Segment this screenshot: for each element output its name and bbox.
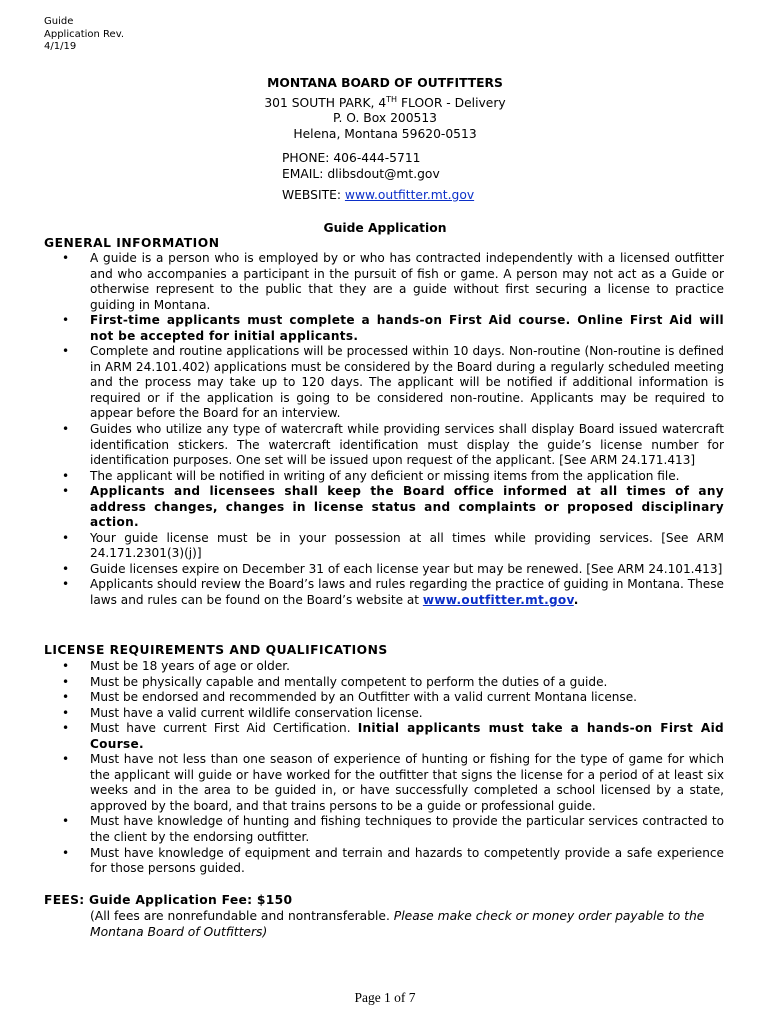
org-pobox: P. O. Box 200513 [332, 111, 438, 126]
address-floor: FLOOR - Delivery [397, 95, 506, 110]
website-link[interactable]: www.outfitter.mt.gov [344, 188, 475, 202]
org-header [0, 76, 770, 142]
license-requirements-heading: LICENSE REQUIREMENTS AND QUALIFICATIONS [44, 643, 388, 657]
list-item: • Must have not less than one season of experience of hunting or fishing for the type of game for which the applicant will guide or have worked for the outfitter that signs the license for a period of at least six weeks and in the area to be guided in, or have successfully completed a school licensed by a state, approved by the board, and that trains persons to be a guide or professional guide. [62, 752, 724, 813]
list-item: • Applicants should review the Board’s laws and rules regarding the practice of guiding in Montana. These laws and rules can be found on the Board’s website at www.outfitter.mt.gov. [62, 577, 724, 608]
website-link-inline[interactable]: www.outfitter.mt.gov [422, 593, 574, 608]
document-revision-info [44, 16, 124, 54]
general-info-list [62, 251, 724, 609]
general-info-heading: GENERAL INFORMATION [44, 236, 220, 250]
list-item: • Must be 18 years of age or older. [62, 659, 290, 673]
website-label: WEBSITE: [282, 188, 345, 202]
list-item: • Must have knowledge of hunting and fishing techniques to provide the particular services contracted to the client by the endorsing outfitter. [62, 814, 724, 845]
list-item: • First-time applicants must complete a hands-on First Aid course. Online First Aid will not be accepted for initial applicants. [62, 313, 724, 343]
list-item: • Must be physically capable and mentally competent to perform the duties of a guide. [62, 674, 608, 689]
list-item: • Must have a valid current wildlife conservation license. [62, 705, 423, 720]
list-item: • The applicant will be notified in writing of any deficient or missing items from the application file. [62, 468, 680, 483]
list-item: • Applicants and licensees shall keep the Board office informed at all times of any address changes, changes in license status and complaints or proposed disciplinary action. [62, 484, 724, 530]
org-city: Helena, Montana 59620-0513 [293, 126, 477, 141]
list-item: • Must have knowledge of equipment and terrain and hazards to competently provide a safe experience for those persons guided. [62, 845, 724, 876]
page-title: Guide Application [323, 221, 447, 235]
doc-type: Guide [44, 16, 74, 27]
phone: PHONE: 406-444-5711 [282, 151, 421, 165]
address-sup: TH [386, 94, 398, 104]
address-street: 301 SOUTH PARK, 4 [264, 95, 387, 110]
list-item: • Must be endorsed and recommended by an Outfitter with a valid current Montana license. [62, 690, 638, 705]
fees-label: FEES: Guide Application Fee: $150 [44, 893, 293, 907]
list-item: • A guide is a person who is employed by or who has contracted independently with a licensed outfitter and who accompanies a participant in the pursuit of fish or game. A person may not act as a Guide or otherwise represent to the public that they are a guide without first securing a license to practice guiding in Montana. [62, 251, 724, 312]
contact-block [282, 151, 474, 204]
list-item: • Must have current First Aid Certification. Initial applicants must take a hands-on First Aid Course. [62, 721, 724, 751]
list-item: • Guide licenses expire on December 31 of each license year but may be renewed. [See ARM 24.101.413] [62, 561, 723, 576]
fees-note: (All fees are nonrefundable and nontransferable. Please make check or money order payable to the Montana Board of Outfitters) [90, 909, 705, 939]
list-item: • Guides who utilize any type of watercraft while providing services shall display Board issued watercraft identification stickers. The watercraft identification must display the guide’s license number for identification purposes. One set will be issued upon request of the applicant. [See ARM 24.171.413] [62, 422, 724, 468]
doc-revision: Application Rev. [44, 28, 125, 40]
email: EMAIL: dlibsdout@mt.gov [282, 166, 440, 181]
website [282, 188, 474, 204]
page-number: Page 1 of 7 [354, 990, 416, 1005]
list-item: • Complete and routine applications will be processed within 10 days. Non-routine (Non-routine is defined in ARM 24.101.402) applications must be considered by the Board during a regularly scheduled meeting and the process may take up to 120 days. The applicant will be notified if additional information is required or if the application is going to be considered non-routine. Applicants may be required to appear before the Board for an interview. [62, 344, 724, 421]
org-address [0, 92, 770, 112]
list-item: • Your guide license must be in your possession at all times while providing services. [See ARM 24.171.2301(3)(j)] [62, 530, 724, 561]
requirements-list [62, 659, 724, 877]
doc-date: 4/1/19 [44, 41, 77, 52]
org-name: MONTANA BOARD OF OUTFITTERS [267, 76, 503, 90]
